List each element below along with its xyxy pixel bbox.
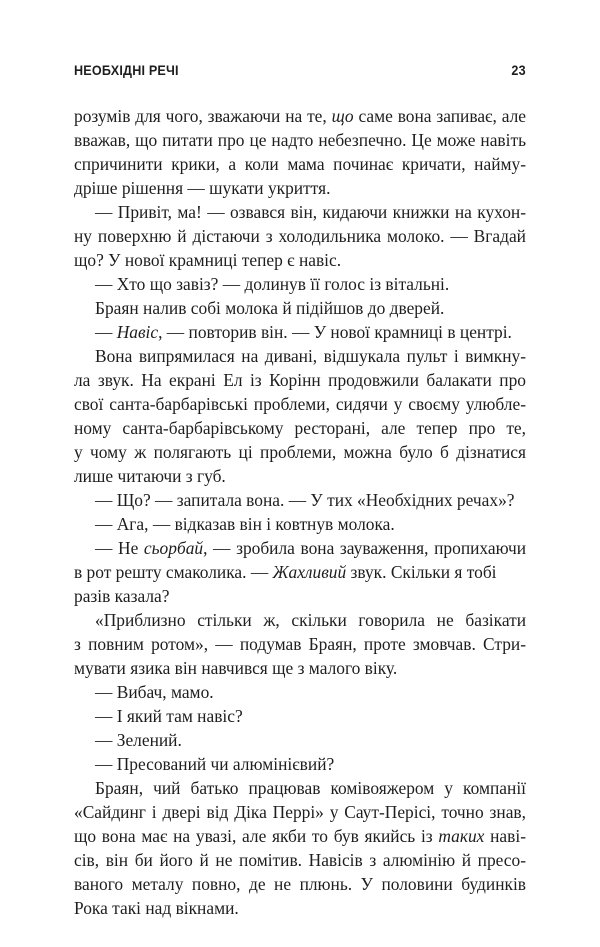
text-line — [74, 344, 526, 368]
text-segment: , — зробила вона зауваження, пропихаючи — [203, 538, 527, 558]
text-line — [74, 656, 526, 680]
text-segment: , — повторив він. — У нової крамниці в центрі. — [158, 322, 512, 342]
text-segment: вважав, що питати про це надто небезпечно. Це може навіть — [74, 130, 526, 150]
text-segment: лише читаючи з губ. — [74, 466, 226, 486]
text-line — [74, 608, 526, 632]
text-line — [74, 704, 526, 728]
text-segment: — Не — [95, 538, 144, 558]
text-line — [74, 632, 526, 656]
running-head-title: НЕОБХІДНІ РЕЧІ — [74, 62, 179, 78]
italic-text: Навіс — [116, 322, 159, 342]
text-line — [74, 272, 526, 296]
text-line — [74, 416, 526, 440]
italic-text: Жахливий — [272, 562, 347, 582]
text-line — [74, 176, 526, 200]
text-segment: ну поверхню й дістаючи з холодильника молоко. — Вгадай — [74, 226, 526, 246]
text-segment: що вона має на увазі, але якби то був якийсь із — [74, 826, 439, 846]
text-line — [74, 488, 526, 512]
text-segment: — Привіт, ма! — озвався він, кидаючи книжки на кухон- — [95, 202, 526, 222]
text-segment: дріше рішення — шукати укриття. — [74, 178, 331, 198]
text-line — [74, 776, 526, 800]
text-line — [74, 752, 526, 776]
text-segment: ваного металу повно, де не плюнь. У половини будинків — [74, 874, 526, 894]
text-line — [74, 512, 526, 536]
text-line — [74, 128, 526, 152]
text-segment: Рока такі над вікнами. — [74, 898, 239, 918]
text-line — [74, 440, 526, 464]
text-line — [74, 224, 526, 248]
text-line — [74, 200, 526, 224]
text-line — [74, 824, 526, 848]
text-segment: — Зелений. — [95, 730, 182, 750]
text-segment: Браян налив собі молока й підійшов до дверей. — [95, 298, 445, 318]
text-segment: — Хто що завіз? — долинув її голос із вітальні. — [95, 274, 450, 294]
text-line — [74, 320, 526, 344]
text-segment: у чому ж полягають ці проблеми, можна було б дізнатися — [74, 442, 526, 462]
text-line — [74, 248, 526, 272]
text-segment: — Пресований чи алюмінієвий? — [95, 754, 335, 774]
text-line — [74, 152, 526, 176]
text-line — [74, 536, 526, 560]
italic-text: що — [331, 106, 354, 126]
text-line — [74, 848, 526, 872]
text-segment: мувати язика він навчився ще з малого віку. — [74, 658, 398, 678]
text-segment: «Сайдинг і двері від Діка Перрі» у Саут-Перісі, точно знав, — [74, 802, 526, 822]
text-line — [74, 104, 526, 128]
text-line — [74, 560, 526, 584]
text-segment: Вона випрямилася на дивані, відшукала пульт і вимкну- — [95, 346, 526, 366]
text-line — [74, 464, 526, 488]
text-line — [74, 368, 526, 392]
text-segment: разів казала? — [74, 586, 170, 606]
text-line — [74, 392, 526, 416]
italic-text: таких — [438, 826, 485, 846]
text-line — [74, 728, 526, 752]
text-segment: звук. Скільки я тобі — [346, 562, 497, 582]
text-line — [74, 296, 526, 320]
text-segment: — І який там навіс? — [95, 706, 243, 726]
text-segment: ла звук. На екрані Ел із Корінн продовжили балакати про — [74, 370, 526, 390]
text-segment: сів, він би його й не помітив. Навісів з алюмінію й пресо- — [74, 850, 526, 870]
text-line — [74, 680, 526, 704]
text-segment: — Ага, — відказав він і ковтнув молока. — [95, 514, 395, 534]
text-segment: що? У нової крамниці тепер є навіс. — [74, 250, 342, 270]
text-segment: спричинити крики, а коли мама починає кричати, найму- — [74, 154, 526, 174]
italic-text: сьорбай — [143, 538, 204, 558]
text-segment: наві- — [484, 826, 526, 846]
text-segment: саме вона запиває, але — [353, 106, 526, 126]
text-segment: розумів для чого, зважаючи на те, — [74, 106, 332, 126]
book-page — [74, 62, 526, 920]
text-line — [74, 584, 526, 608]
text-segment: — Вибач, мамо. — [95, 682, 214, 702]
text-segment: ному санта-барбарівському ресторані, але тепер про те, — [74, 418, 526, 438]
text-line — [74, 896, 526, 920]
body-text — [74, 104, 526, 920]
text-segment: свої санта-барбарівські проблеми, сидячи у своєму улюбле- — [74, 394, 526, 414]
page-number: 23 — [511, 62, 526, 78]
text-segment: в рот решту смаколика. — — [74, 562, 273, 582]
running-head — [74, 62, 526, 86]
text-segment: Браян, чий батько працював комівояжером у компанії — [95, 778, 526, 798]
text-segment: — — [95, 322, 117, 342]
text-line — [74, 800, 526, 824]
text-segment: з повним ротом», — подумав Браян, проте змовчав. Стри- — [74, 634, 526, 654]
text-line — [74, 872, 526, 896]
text-segment: «Приблизно стільки ж, скільки говорила не базікати — [95, 610, 526, 630]
text-segment: — Що? — запитала вона. — У тих «Необхідних речах»? — [95, 490, 515, 510]
